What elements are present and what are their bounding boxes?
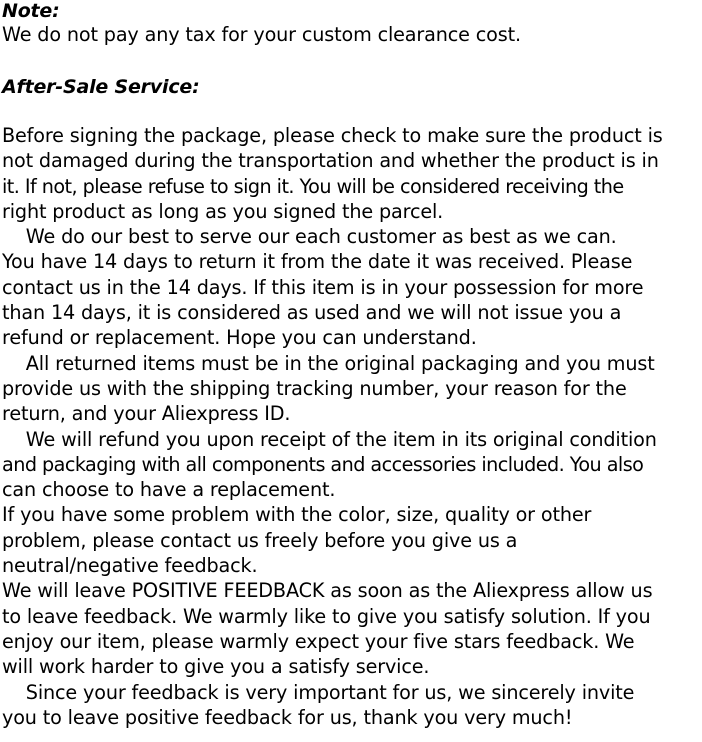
spacer	[2, 47, 700, 72]
body-line: return, and your Aliexpress ID.	[2, 402, 291, 426]
body-line: neutral/negative feedback.	[2, 554, 258, 578]
body-line: refund or replacement. Hope you can understand.	[2, 326, 477, 350]
document	[2, 0, 700, 730]
body-line: than 14 days, it is considered as used and we will not issue you a	[2, 301, 622, 325]
body-line: Since your feedback is very important for us, we sincerely invite	[2, 680, 635, 704]
body-line: All returned items must be in the original packaging and you must	[2, 351, 655, 375]
note-heading: Note:	[2, 0, 60, 22]
body-line: You have 14 days to return it from the date it was received. Please	[2, 250, 633, 274]
body-line: will work harder to give you a satisfy service.	[2, 655, 430, 679]
body-line: Before signing the package, please check to make sure the product is	[2, 124, 663, 147]
note-text: We do not pay any tax for your custom clearance cost.	[2, 23, 521, 46]
after-sale-heading: After-Sale Service:	[2, 76, 200, 98]
body-line: We will leave POSITIVE FEEDBACK as soon as the Aliexpress allow us	[2, 579, 653, 603]
body-line: can choose to have a replacement.	[2, 478, 336, 502]
body-line: contact us in the 14 days. If this item is in your possession for more	[2, 275, 644, 299]
body-line: you to leave positive feedback for us, thank you very much!	[2, 705, 573, 729]
body-line: right product as long as you signed the parcel.	[2, 199, 444, 223]
body-line: it. If not, please refuse to sign it. You will be considered receiving the	[2, 174, 624, 198]
body-line: We will refund you upon receipt of the item in its original condition	[2, 427, 657, 451]
body-line: and packaging with all components and accessories included. You also	[2, 452, 644, 476]
body-line: enjoy our item, please warmly expect your five stars feedback. We	[2, 629, 635, 653]
body-line: We do our best to serve our each customer as best as we can.	[2, 225, 617, 249]
body-line: If you have some problem with the color, size, quality or other	[2, 503, 592, 527]
spacer	[2, 98, 700, 123]
body-line: not damaged during the transportation and whether the product is in	[2, 149, 659, 173]
body-line: problem, please contact us freely before you give us a	[2, 528, 518, 552]
body-line: provide us with the shipping tracking number, your reason for the	[2, 376, 627, 400]
body-line: to leave feedback. We warmly like to give you satisfy solution. If you	[2, 604, 651, 628]
after-sale-body	[2, 123, 700, 730]
